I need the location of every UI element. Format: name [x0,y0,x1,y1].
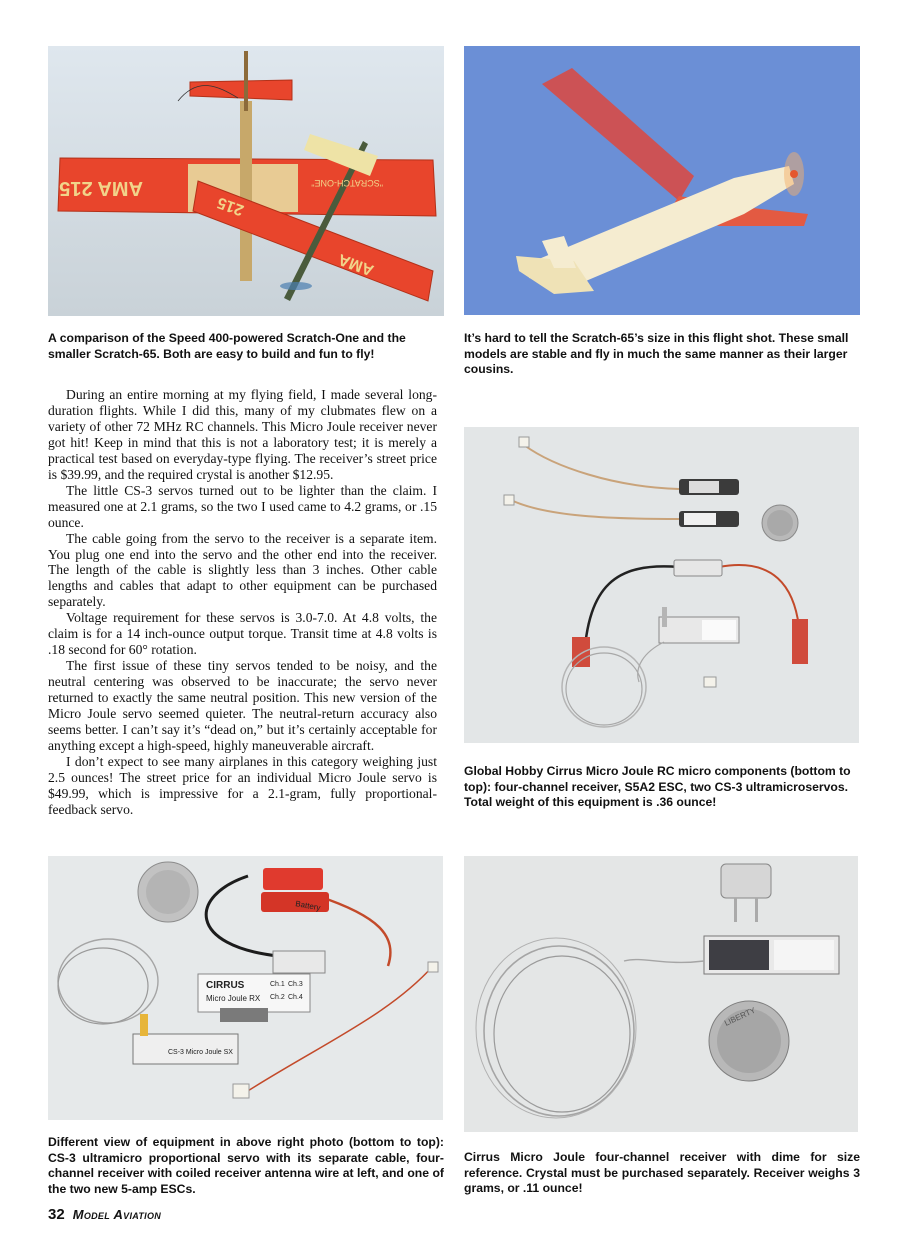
caption-top-right: It’s hard to tell the Scratch-65’s size in this flight shot. These small models are stable and fly in much the same manner as their larger cousins. [464,331,849,376]
wing-lettering-small-right: AMA [336,250,377,279]
article-paragraph: Voltage requirement for these servos is 3.0-7.0. At 4.8 volts, the claim is for a 14 inch-ounce output torque. Transit time at 4.8 volts is .18 second for 60° rotation. [48,610,437,658]
magazine-title: Model Aviation [72,1207,162,1222]
flight-image [464,46,860,315]
battery-label: Battery [294,899,322,913]
planes-comparison-image [48,46,444,316]
components-image [464,427,859,743]
article-body [48,387,437,818]
photo-micro-components [464,427,859,743]
receiver-dime-image [464,856,858,1132]
article-paragraph: The little CS-3 servos turned out to be lighter than the claim. I measured one at 2.1 grams, so the two I used came to 4.2 grams, or .15 ounce. [48,482,437,530]
caption-bottom-right: Cirrus Micro Joule four-channel receiver with dime for size reference. Crystal must be purchased separately. Receiver weighs 3 grams, or .11 ounce! [464,1150,860,1195]
channel-3-label: Ch.3 [288,981,303,988]
wing-lettering-left: AMA 215 [59,177,143,199]
caption-bottom-left: Different view of equipment in above right photo (bottom to top): CS-3 ultramicro proportional servo with its separate cable, four-channel receiver with coiled receiver antenna wire at left, and one of the two new 5-amp ESCs. [48,1135,444,1196]
article-paragraph: The first issue of these tiny servos tended to be noisy, and the neutral centering was observed to be inaccurate; the servo never returned to exactly the same neutral position. This new version of the Micro Joule servo seemed quieter. The neutral-return accuracy also seems better. I can’t say it’s “dead on,” but it’s certainly acceptable for anything except a high-speed, highly maneuverable aircraft. [48,658,437,753]
equipment-image [48,856,443,1120]
caption-mid-right: Global Hobby Cirrus Micro Joule RC micro components (bottom to top): four-channel receiver, S5A2 ESC, two CS-3 ultramicroservos. Total weight of this equipment is .36 ounce! [464,764,851,809]
photo-scratch-one-comparison [48,46,444,316]
wing-lettering-right: "SCRATCH-ONE" [311,178,383,188]
photo-equipment-view [48,856,443,1120]
channel-2-label: Ch.2 [270,994,285,1001]
photo-flight-shot [464,46,860,315]
channel-1-label: Ch.1 [270,981,285,988]
channel-4-label: Ch.4 [288,994,303,1001]
wing-lettering-small: 215 [215,193,247,219]
caption-top-left: A comparison of the Speed 400-powered Scratch-One and the smaller Scratch-65. Both are easy to build and fun to fly! [48,331,406,361]
servo-label: CS-3 Micro Joule SX [168,1049,233,1056]
page-number: 32 [48,1206,65,1223]
article-paragraph: I don’t expect to see many airplanes in this category weighing just 2.5 ounces! The street price for an individual Micro Joule servo is $49.99, which is impressive for a 2.1-gram, fully proportional-feedback servo. [48,753,437,817]
page-footer [48,1206,161,1223]
receiver-model-label: Micro Joule RX [206,994,261,1003]
article-paragraph: During an entire morning at my flying field, I made several long-duration flights. While I did this, many of my clubmates flew on a variety of other 72 MHz RC channels. This Micro Joule receiver never got hit! Keep in mind that this is not a laboratory test; it is merely a practical test based on everyday-type flying. The receiver’s street price is $39.99, and the required crystal is another $12.95. [48,387,437,482]
receiver-brand-label: CIRRUS [206,980,245,991]
dime-lettering: LIBERTY [723,1005,757,1028]
article-paragraph: The cable going from the servo to the receiver is a separate item. You plug one end into the servo and the other end into the receiver. The length of the cable is slightly less than 3 inches. Other cable lengths and cables that adapt to other equipment can be purchased separately. [48,530,437,610]
photo-receiver-with-dime [464,856,858,1132]
